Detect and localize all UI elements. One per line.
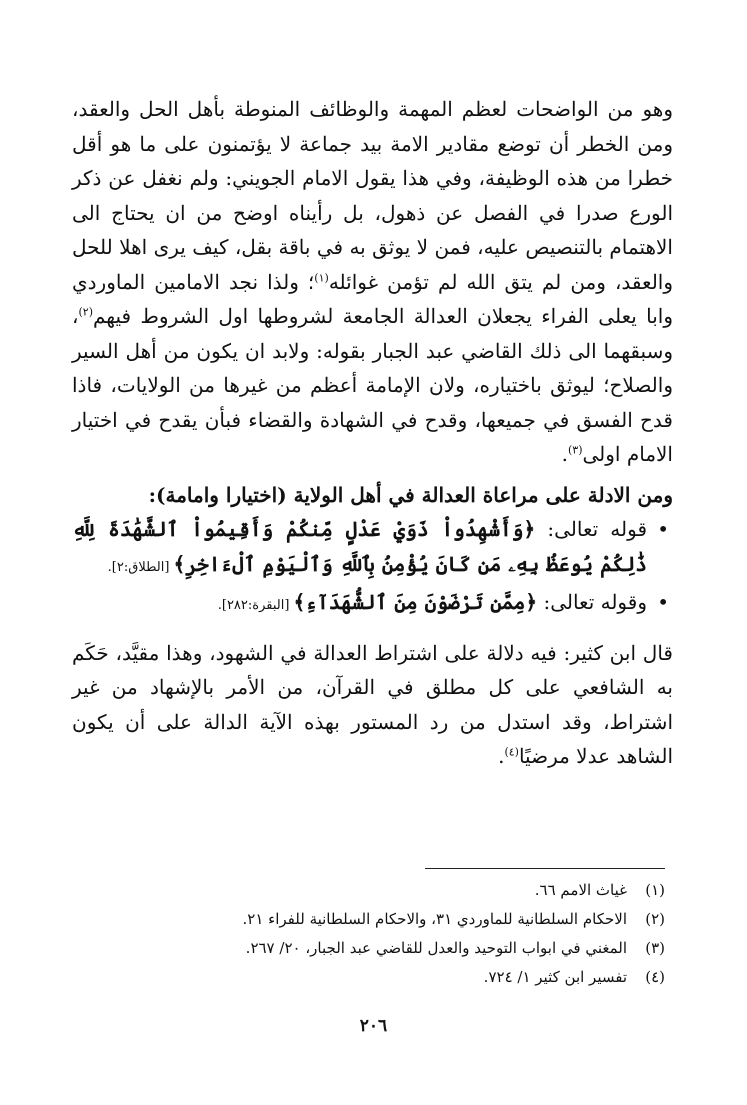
footnote-text: الاحكام السلطانية للماوردي ٣١، والاحكام السلطانية للفراء ٢١. <box>242 910 627 928</box>
footnote-divider <box>425 868 665 869</box>
paragraph-3-end: . <box>498 744 505 768</box>
bullet-item-1 <box>72 512 673 585</box>
paragraph-1 <box>72 92 673 472</box>
quran-quote-2: ﴿مِمَّن تَرْضَوْنَ مِنَ ٱلشُّهَدَآءِ﴾ <box>293 590 538 614</box>
paragraph-3 <box>72 636 673 774</box>
quran-ref-2: [البقرة:٢٨٢]. <box>217 598 294 613</box>
footnote-item <box>72 905 665 934</box>
paragraph-1-end: . <box>561 442 568 466</box>
footnote-number: (٣) <box>645 939 665 957</box>
footnote-item <box>72 963 665 992</box>
bullet-1-intro: قوله تعالى: <box>535 517 648 541</box>
main-text <box>72 92 673 774</box>
quran-quote-1: ﴿وَأَشْهِدُواْ ذَوَيْ عَدْلٍ مِّنكُمْ وَأَقِيمُواْ ٱلشَّهَٰدَةَ لِلَّهِ ذَٰلِكُمْ يُوعَظُ بِهِۦ مَن كَانَ يُؤْمِنُ بِٱللَّهِ وَٱلْيَوْمِ ٱلْءَاخِرِ﴾ <box>72 517 647 576</box>
footnotes <box>72 876 665 992</box>
footnote-number: (١) <box>645 881 665 899</box>
paragraph-3-text: قال ابن كثير: فيه دلالة على اشتراط العدالة في الشهود، وهذا مقيَّد، حَكَم به الشافعي على كل مطلق في القرآن، من الأمر بالإشهاد من غير اشتراط، وقد استدل من رد المستور بهذه الآية الدالة على أن يكون الشاهد عدلا مرضيًا <box>72 640 673 768</box>
page-number: ٢٠٦ <box>359 1016 388 1036</box>
footnote-text: غياث الامم ٦٦. <box>534 881 627 899</box>
footnote-text: المغني في ابواب التوحيد والعدل للقاضي عبد الجبار، ٢٠/ ٢٦٧. <box>245 939 627 957</box>
footnote-number: (٢) <box>645 910 665 928</box>
quran-ref-1: [الطلاق:٢]. <box>107 559 174 575</box>
footnote-text: تفسير ابن كثير ١/ ٧٢٤. <box>483 968 627 986</box>
section-heading: ومن الادلة على مراعاة العدالة في أهل الولاية (اختيارا وامامة): <box>148 482 673 507</box>
bullet-2-intro: وقوله تعالى: <box>537 590 647 614</box>
paragraph-1-part-3: ، وسبقهما الى ذلك القاضي عبد الجبار بقوله: ولابد ان يكون من أهل السير والصلاح؛ ليوثق باختياره، ولان الإمامة أعظم من غيرها من الولايات، فاذا قدح الفسق في جميعها، وقدح في الشهادة والقضاء فبأن يقدح في اختيار الامام اولى <box>72 304 673 466</box>
footnote-number: (٤) <box>645 968 665 986</box>
footnote-ref-4[interactable]: (٤) <box>504 745 519 759</box>
footnote-ref-3[interactable]: (٣) <box>567 443 583 457</box>
paragraph-1-part-1: وهو من الواضحات لعظم المهمة والوظائف المنوطة بأهل الحل والعقد، ومن الخطر أن توضع مقادير الامة بيد جماعة لا يؤتمنون على ما هو أقل خطرا من هذه الوظيفة، وفي هذا يقول الامام الجويني: ولم نغفل عن ذكر الورع صدرا في الفصل عن ذهول، بل رأيناه اوضح من ان يحتاج الى الاهتمام بالتنصيص عليه، فمن لا يوثق به في باقة بقل، كيف يرى اهلا للحل والعقد، ومن لم يتق الله لم تؤمن غوائله <box>72 97 673 294</box>
footnote-item <box>72 934 665 963</box>
footnote-ref-2[interactable]: (٢) <box>78 305 93 319</box>
paragraph-1-part-2: ؛ ولذا نجد الامامين الماوردي وابا يعلى الفراء يجعلان العدالة الجامعة لشروطها اول الشروط فيهم <box>72 269 673 328</box>
bullet-item-2 <box>72 585 673 624</box>
footnote-item <box>72 876 665 905</box>
footnote-ref-1[interactable]: (١) <box>314 270 329 284</box>
